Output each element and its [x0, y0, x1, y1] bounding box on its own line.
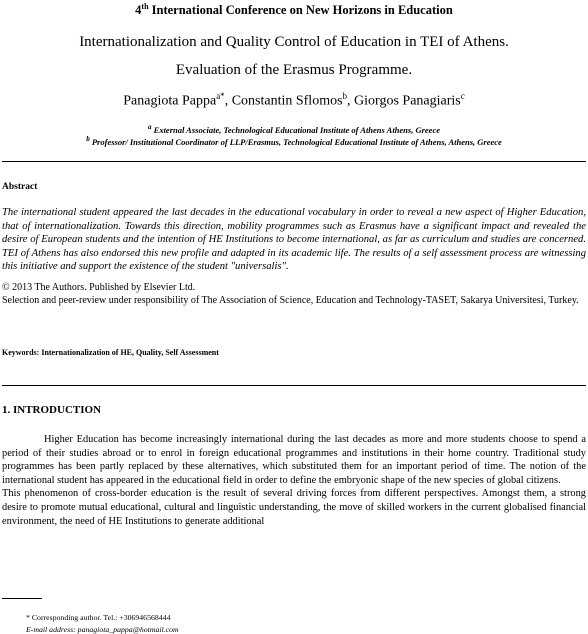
conference-name: International Conference on New Horizons in Education — [151, 3, 453, 18]
divider — [2, 161, 586, 162]
copyright-block — [2, 281, 586, 307]
author-name: Panagiota Pappa — [123, 93, 217, 109]
author-name: Constantin Sflomos — [231, 93, 343, 109]
abstract-heading: Abstract — [2, 182, 38, 192]
affiliation-mark: a — [147, 123, 152, 131]
affiliation-a — [0, 123, 588, 135]
conference-header — [0, 2, 588, 18]
copyright-line: © 2013 The Authors. Published by Elsevier Ltd. — [2, 282, 196, 293]
abstract-text: The international student appeared the last decades in the educational vocabulary in order to reveal a new aspect of Higher Education, that of internationalization. Towards this direction, mobility programmes such as Erasmus have a significant impact and revealed the desire of European students and the intention of HE Institutions to become international, as far as curriculum and studies are concerned. TEI of Athens has also endorsed this new profile and adapted in its academic life. The results of a self assessment process are witnessing this initiative and support the existence of the student "universalis". — [2, 207, 586, 273]
affiliation-text: External Associate, Technological Educational Institute of Athens Athens, Greece — [151, 124, 441, 135]
affiliation-text: Professor/ Institutional Coordinator of LLP/Erasmus, Technological Educational Institute of Athens, Athens, Greece — [89, 136, 502, 147]
conference-ordinal: 4 — [135, 3, 142, 18]
affiliation-b — [0, 135, 588, 147]
footnote-rule — [2, 598, 42, 599]
paragraph: This phenomenon of cross-border education is the result of several driving forces from different perspectives. Amongst them, a strong desire to promote mutual educational, cultural and linguistic understanding, the move of skilled workers in the current globalised financial environment, the need of HE Institutions to generate additional — [2, 488, 586, 527]
paragraph: Higher Education has become increasingly international during the last decades as more and more students choose to spend a period of their studies abroad or to enrol in foreign educational programmes and institutions in their home country. Traditional study programmes has been partly replaced by these alternatives, which substituted them for an important period of time. The notion of the international student has appeared in the educational field in order to define the embryonic shape of the new species of global citizens. — [2, 434, 586, 486]
author-name: Giorgos Panagiaris — [354, 93, 461, 109]
peer-review-line: Selection and peer-review under responsibility of The Association of Science, Education and Technology-TASET, Sakarya Universitesi, Turkey. — [2, 295, 579, 307]
paper-title-line-2: Evaluation of the Erasmus Programme. — [175, 62, 413, 78]
conference-ordinal-sup: th — [141, 2, 149, 11]
author-list: Panagiota Pappa$^{a*}$, Constantin Sflomos$^b$, Giorgos Panagiaris$^c$ — [123, 91, 465, 109]
footnote-email: E-mail address: panagiota_pappa@hotmail.com — [26, 625, 179, 634]
author-sup: c — [460, 91, 465, 101]
paper-title-line-1: Internationalization and Quality Control of Education in TEI of Athens. — [79, 34, 509, 50]
author-sup: b — [342, 91, 348, 101]
body-text — [2, 433, 586, 528]
section-heading: 1. INTRODUCTION — [2, 404, 102, 416]
footnote-corresponding: * Corresponding author. Tel.: +306946568444 — [26, 613, 171, 622]
affiliation-mark: b — [86, 135, 90, 143]
divider — [2, 385, 586, 386]
keywords: Keywords: Internationalization of HE, Quality, Self Assessment — [2, 348, 219, 357]
author-sup: a* — [216, 91, 225, 101]
